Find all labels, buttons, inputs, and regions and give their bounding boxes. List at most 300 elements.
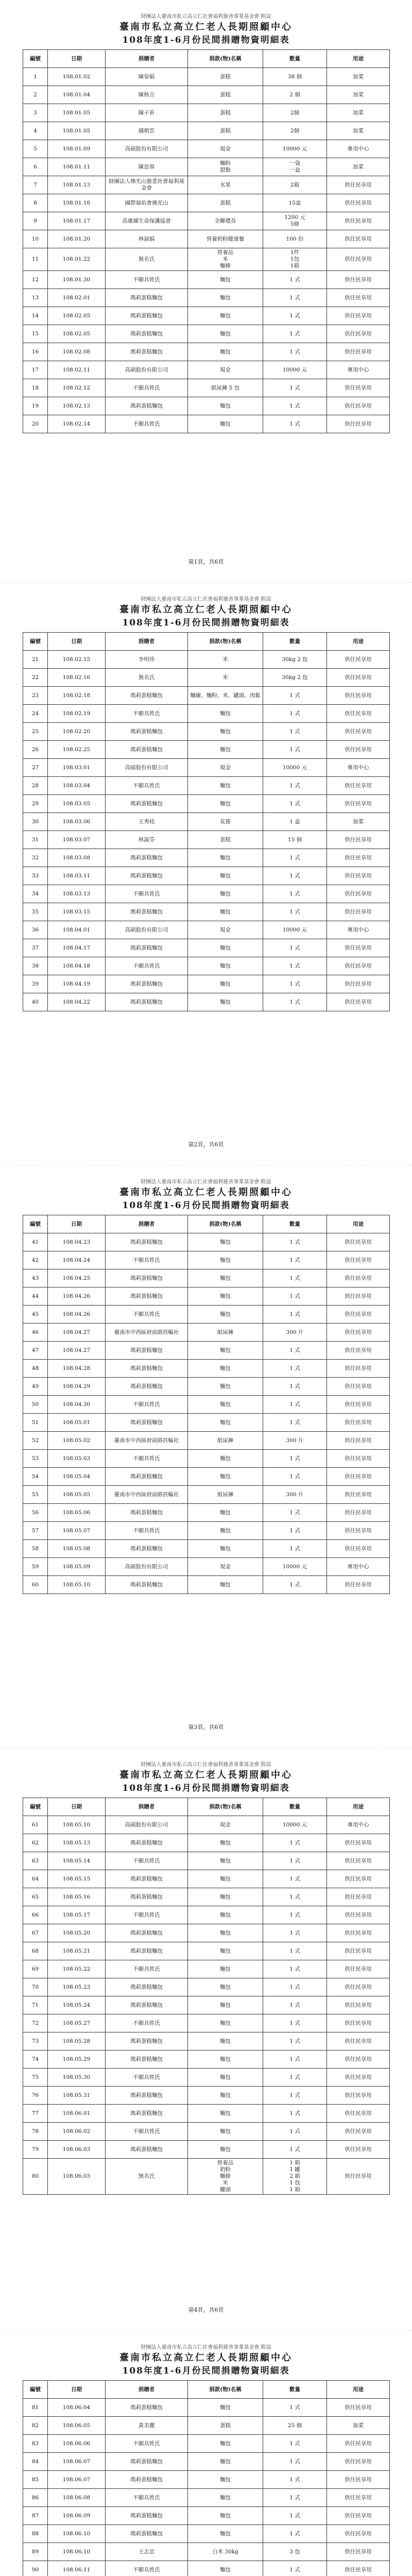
table-row — [23, 993, 390, 1011]
cell-quantity: 1 式 — [263, 1852, 327, 1870]
cell-item: 麵包 — [188, 867, 263, 885]
cell-donor: 瑪莉蛋糕麵包 — [106, 1342, 188, 1360]
cell-date: 108.06.06 — [48, 2435, 106, 2453]
cell-donor: 陳思蓉 — [106, 158, 188, 176]
table-row — [23, 957, 390, 975]
cell-purpose: 供住民享用 — [327, 307, 390, 325]
table-row — [23, 2014, 390, 2032]
cell-number: 35 — [23, 903, 48, 921]
cell-purpose: 供住民享用 — [327, 2525, 390, 2543]
cell-date: 108.05.14 — [48, 1852, 106, 1870]
cell-date: 108.02.20 — [48, 723, 106, 741]
table-row — [23, 1852, 390, 1870]
cell-number: 71 — [23, 1996, 48, 2014]
cell-donor: 瑪莉蛋糕麵包 — [106, 687, 188, 705]
cell-purpose: 供住民享用 — [327, 379, 390, 397]
cell-purpose: 供住民享用 — [327, 194, 390, 212]
cell-quantity: 300 片 — [263, 1432, 327, 1450]
cell-donor: 瑪莉蛋糕麵包 — [106, 1468, 188, 1486]
cell-quantity: 1200 元 5條 — [263, 212, 327, 230]
cell-donor: 臺南市中西區府前路扶輪社 — [106, 1324, 188, 1342]
cell-quantity: 2個 — [263, 122, 327, 140]
cell-donor: 瑪莉蛋糕麵包 — [106, 1888, 188, 1906]
cell-number: 40 — [23, 993, 48, 1011]
cell-number: 43 — [23, 1269, 48, 1287]
cell-item: 麵包 — [188, 1378, 263, 1396]
cell-item: 麵包 — [188, 325, 263, 343]
cell-quantity: 1 式 — [263, 993, 327, 1011]
cell-date: 108.05.27 — [48, 2014, 106, 2032]
cell-donor: 瑪莉蛋糕麵包 — [106, 2507, 188, 2525]
cell-quantity: 1件 1包 1箱 — [263, 248, 327, 271]
cell-quantity: 1 式 — [263, 1360, 327, 1378]
cell-number: 82 — [23, 2417, 48, 2435]
cell-number: 62 — [23, 1834, 48, 1852]
foundation-name: 財團法人臺南市私立高立仁社會福利慈善事業基金會 附設 — [141, 14, 271, 20]
table-row — [23, 1324, 390, 1342]
cell-purpose: 供住民享用 — [327, 2489, 390, 2507]
cell-quantity: 1 箱 1 罐 2 箱 1 包 1 箱 — [263, 2159, 327, 2195]
table-row — [23, 194, 390, 212]
report-title: 108年度1-6月份民間捐贈物資明細表 — [122, 1200, 290, 1211]
cell-date: 108.04.27 — [48, 1342, 106, 1360]
cell-number: 67 — [23, 1924, 48, 1942]
cell-purpose: 供住民享用 — [327, 903, 390, 921]
table-row — [23, 2069, 390, 2087]
table-row — [23, 1924, 390, 1942]
cell-purpose: 供住民享用 — [327, 1342, 390, 1360]
table-row — [23, 1233, 390, 1251]
cell-purpose: 專用中心 — [327, 1816, 390, 1834]
cell-item: 現金 — [188, 759, 263, 777]
cell-quantity: 1 式 — [263, 1306, 327, 1324]
table-row — [23, 867, 390, 885]
table-row — [23, 325, 390, 343]
cell-purpose: 供住民享用 — [327, 212, 390, 230]
cell-number: 80 — [23, 2159, 48, 2195]
cell-quantity: 30kg 2 包 — [263, 651, 327, 669]
cell-quantity: 1 式 — [263, 1233, 327, 1251]
cell-date: 108.01.30 — [48, 271, 106, 289]
table-row — [23, 1960, 390, 1978]
cell-number: 59 — [23, 1558, 48, 1576]
cell-purpose: 供住民享用 — [327, 1269, 390, 1287]
cell-purpose: 供住民享用 — [327, 2123, 390, 2141]
column-header-quantity: 數量 — [263, 633, 327, 651]
column-header-quantity: 數量 — [263, 2381, 327, 2399]
page-footer: 第3頁，共6頁 — [188, 1724, 224, 1731]
cell-item: 水果 — [188, 176, 263, 194]
table-row — [23, 1558, 390, 1576]
cell-quantity: 1 式 — [263, 1978, 327, 1996]
cell-item: 麵包 — [188, 1522, 263, 1540]
cell-donor: 瑪莉蛋糕麵包 — [106, 2087, 188, 2105]
cell-quantity: 1 式 — [263, 1996, 327, 2014]
cell-donor: 臺南市中西區府前路扶輪社 — [106, 1432, 188, 1450]
cell-donor: 瑪莉蛋糕麵包 — [106, 2399, 188, 2417]
cell-quantity: 100 份 — [263, 230, 327, 248]
table-row — [23, 122, 390, 140]
cell-number: 47 — [23, 1342, 48, 1360]
cell-donor: 瑪莉蛋糕麵包 — [106, 289, 188, 307]
cell-quantity: 300 片 — [263, 1324, 327, 1342]
cell-number: 79 — [23, 2141, 48, 2159]
cell-purpose: 供住民享用 — [327, 867, 390, 885]
cell-date: 108.05.30 — [48, 2069, 106, 2087]
cell-donor: 李明珍 — [106, 651, 188, 669]
cell-donor: 瑪莉蛋糕麵包 — [106, 1233, 188, 1251]
cell-date: 108.06.08 — [48, 2489, 106, 2507]
document-page — [0, 2331, 412, 2576]
cell-item: 麵包 — [188, 2561, 263, 2576]
cell-item: 麵包 — [188, 885, 263, 903]
cell-donor: 瑪莉蛋糕麵包 — [106, 307, 188, 325]
cell-quantity: 1 式 — [263, 849, 327, 867]
cell-item: 蛋糕 — [188, 2417, 263, 2435]
cell-purpose: 供住民享用 — [327, 2435, 390, 2453]
page-footer: 第2頁，共6頁 — [188, 1141, 224, 1148]
table-row — [23, 1269, 390, 1287]
report-title: 108年度1-6月份民間捐贈物資明細表 — [122, 35, 290, 45]
cell-purpose: 供住民享用 — [327, 1906, 390, 1924]
cell-donor: 瑪莉蛋糕麵包 — [106, 1978, 188, 1996]
cell-purpose: 供住民享用 — [327, 1504, 390, 1522]
cell-number: 2 — [23, 86, 48, 104]
cell-quantity: 2個 — [263, 104, 327, 122]
cell-quantity: 1 式 — [263, 307, 327, 325]
cell-donor: 陳秋吉 — [106, 86, 188, 104]
table-row — [23, 248, 390, 271]
cell-date: 108.01.05 — [48, 104, 106, 122]
cell-quantity: 1 式 — [263, 379, 327, 397]
cell-number: 9 — [23, 212, 48, 230]
cell-donor: 陳子祈 — [106, 104, 188, 122]
cell-donor: 瑪莉蛋糕麵包 — [106, 723, 188, 741]
donation-table — [23, 1798, 390, 2195]
cell-quantity: 1 式 — [263, 2105, 327, 2123]
document-page — [0, 1165, 412, 1748]
cell-quantity: 1 式 — [263, 1870, 327, 1888]
column-header-donor: 捐贈者 — [106, 2381, 188, 2399]
cell-quantity: 1 式 — [263, 2561, 327, 2576]
cell-number: 88 — [23, 2525, 48, 2543]
cell-donor: 黃美麗 — [106, 2417, 188, 2435]
cell-purpose: 供住民享用 — [327, 1522, 390, 1540]
cell-purpose: 供住民享用 — [327, 325, 390, 343]
table-row — [23, 2050, 390, 2069]
cell-donor: 瑪莉蛋糕麵包 — [106, 1540, 188, 1558]
cell-donor: 瑪莉蛋糕麵包 — [106, 2032, 188, 2050]
cell-item: 全聯禮券 — [188, 212, 263, 230]
cell-item: 蛋糕 — [188, 104, 263, 122]
cell-number: 34 — [23, 885, 48, 903]
cell-donor: 不願具姓氏 — [106, 777, 188, 795]
cell-purpose: 供住民享用 — [327, 723, 390, 741]
cell-quantity: 1 式 — [263, 1924, 327, 1942]
table-row — [23, 2399, 390, 2417]
cell-date: 108.05.07 — [48, 1522, 106, 1540]
cell-item: 麵包 — [188, 1888, 263, 1906]
cell-number: 69 — [23, 1960, 48, 1978]
cell-date: 108.02.13 — [48, 397, 106, 415]
cell-date: 108.04.01 — [48, 921, 106, 939]
cell-date: 108.03.01 — [48, 759, 106, 777]
column-header-quantity: 數量 — [263, 1798, 327, 1816]
table-row — [23, 1306, 390, 1324]
cell-quantity: 1 式 — [263, 705, 327, 723]
cell-purpose: 供住民享用 — [327, 1396, 390, 1414]
cell-item: 麵包 — [188, 1852, 263, 1870]
cell-date: 108.03.05 — [48, 795, 106, 813]
column-header-purpose: 用途 — [327, 1215, 390, 1233]
cell-date: 108.06.01 — [48, 2105, 106, 2123]
cell-date: 108.04.26 — [48, 1306, 106, 1324]
cell-date: 108.02.16 — [48, 669, 106, 687]
cell-date: 108.01.13 — [48, 176, 106, 194]
cell-donor: 瑪莉蛋糕麵包 — [106, 867, 188, 885]
table-row — [23, 415, 390, 433]
cell-donor: 瑪莉蛋糕麵包 — [106, 1996, 188, 2014]
cell-number: 68 — [23, 1942, 48, 1960]
cell-number: 87 — [23, 2507, 48, 2525]
cell-item: 紙尿褲 — [188, 1486, 263, 1504]
table-row — [23, 651, 390, 669]
table-row — [23, 885, 390, 903]
cell-number: 20 — [23, 415, 48, 433]
cell-donor: 不願具姓氏 — [106, 885, 188, 903]
cell-date: 108.01.04 — [48, 86, 106, 104]
cell-number: 33 — [23, 867, 48, 885]
column-header-item: 捐款(物)名稱 — [188, 50, 263, 68]
cell-item: 麵包 — [188, 1834, 263, 1852]
cell-number: 55 — [23, 1486, 48, 1504]
cell-donor: 不願具姓氏 — [106, 1450, 188, 1468]
table-header-row — [23, 633, 390, 651]
table-row — [23, 2159, 390, 2195]
cell-purpose: 供住民享用 — [327, 1834, 390, 1852]
cell-item: 麵包 — [188, 903, 263, 921]
cell-purpose: 供住民享用 — [327, 777, 390, 795]
cell-quantity: 1 式 — [263, 777, 327, 795]
cell-item: 麵包 — [188, 397, 263, 415]
cell-quantity: 1 式 — [263, 723, 327, 741]
cell-number: 83 — [23, 2435, 48, 2453]
cell-number: 63 — [23, 1852, 48, 1870]
table-row — [23, 1251, 390, 1269]
table-row — [23, 2561, 390, 2576]
donation-table — [23, 2380, 390, 2576]
table-row — [23, 939, 390, 957]
cell-item: 營養品 奶粉 麵條 米 罐頭 — [188, 2159, 263, 2195]
cell-item: 麵包 — [188, 1414, 263, 1432]
table-row — [23, 1906, 390, 1924]
table-row — [23, 1396, 390, 1414]
cell-purpose: 專用中心 — [327, 1558, 390, 1576]
cell-number: 85 — [23, 2471, 48, 2489]
cell-item: 麵包 — [188, 1576, 263, 1594]
cell-number: 72 — [23, 2014, 48, 2032]
table-row — [23, 1450, 390, 1468]
cell-purpose: 供住民享用 — [327, 1450, 390, 1468]
table-header-row — [23, 1215, 390, 1233]
cell-purpose: 供住民享用 — [327, 1468, 390, 1486]
page-header — [23, 1761, 389, 1794]
document-page — [0, 583, 412, 1165]
cell-purpose: 供住民享用 — [327, 2069, 390, 2087]
cell-donor: 不願具姓氏 — [106, 1852, 188, 1870]
table-row — [23, 831, 390, 849]
cell-number: 21 — [23, 651, 48, 669]
cell-date: 108.03.06 — [48, 813, 106, 831]
donation-table — [23, 1215, 390, 1594]
table-row — [23, 1287, 390, 1306]
cell-purpose: 供住民享用 — [327, 849, 390, 867]
cell-purpose: 供住民享用 — [327, 1888, 390, 1906]
cell-date: 108.03.15 — [48, 903, 106, 921]
table-row — [23, 289, 390, 307]
cell-item: 紙尿褲 5 包 — [188, 379, 263, 397]
table-row — [23, 1888, 390, 1906]
cell-date: 108.04.24 — [48, 1251, 106, 1269]
cell-number: 84 — [23, 2453, 48, 2471]
cell-quantity: 1 式 — [263, 2435, 327, 2453]
cell-item: 麵包 — [188, 1924, 263, 1942]
table-row — [23, 1378, 390, 1396]
cell-date: 108.06.03 — [48, 2141, 106, 2159]
cell-purpose: 供住民享用 — [327, 1432, 390, 1450]
cell-quantity: 300 片 — [263, 1486, 327, 1504]
cell-purpose: 加菜 — [327, 122, 390, 140]
cell-quantity: 1 式 — [263, 1269, 327, 1287]
cell-purpose: 供住民享用 — [327, 1324, 390, 1342]
cell-number: 29 — [23, 795, 48, 813]
cell-number: 31 — [23, 831, 48, 849]
cell-number: 66 — [23, 1906, 48, 1924]
cell-item: 麵包 — [188, 2014, 263, 2032]
cell-date: 108.05.08 — [48, 1540, 106, 1558]
cell-item: 營養品 米 麵條 — [188, 248, 263, 271]
cell-item: 麵包 — [188, 1360, 263, 1378]
cell-donor: 陳姿娟 — [106, 68, 188, 86]
cell-item: 麵包 — [188, 849, 263, 867]
page-header — [23, 596, 389, 629]
cell-item: 麵包 — [188, 1540, 263, 1558]
cell-donor: 不願具姓氏 — [106, 2069, 188, 2087]
cell-quantity: 1 式 — [263, 325, 327, 343]
cell-purpose: 供住民享用 — [327, 415, 390, 433]
cell-number: 10 — [23, 230, 48, 248]
cell-item: 麵包 — [188, 307, 263, 325]
cell-item: 麵粉 甜點 — [188, 158, 263, 176]
cell-date: 108.06.10 — [48, 2543, 106, 2561]
cell-donor: 瑪莉蛋糕麵包 — [106, 2525, 188, 2543]
cell-purpose: 供住民享用 — [327, 2399, 390, 2417]
cell-number: 89 — [23, 2543, 48, 2561]
cell-number: 57 — [23, 1522, 48, 1540]
cell-donor: 錢朝雲 — [106, 122, 188, 140]
cell-donor: 瑪莉蛋糕麵包 — [106, 1870, 188, 1888]
cell-date: 108.06.09 — [48, 2507, 106, 2525]
column-header-item: 捐款(物)名稱 — [188, 1215, 263, 1233]
cell-donor: 瑪莉蛋糕麵包 — [106, 939, 188, 957]
cell-purpose: 供住民享用 — [327, 1852, 390, 1870]
cell-item: 麵包 — [188, 723, 263, 741]
cell-number: 36 — [23, 921, 48, 939]
cell-purpose: 供住民享用 — [327, 993, 390, 1011]
cell-quantity: 1 式 — [263, 1540, 327, 1558]
report-title: 108年度1-6月份民間捐贈物資明細表 — [122, 2366, 290, 2376]
cell-number: 19 — [23, 397, 48, 415]
column-header-date: 日期 — [48, 2381, 106, 2399]
table-row — [23, 1486, 390, 1504]
cell-purpose: 供住民享用 — [327, 1306, 390, 1324]
cell-item: 現金 — [188, 140, 263, 158]
cell-number: 65 — [23, 1888, 48, 1906]
table-row — [23, 2435, 390, 2453]
cell-quantity: 1 式 — [263, 2050, 327, 2069]
cell-number: 8 — [23, 194, 48, 212]
column-header-donor: 捐贈者 — [106, 633, 188, 651]
cell-date: 108.02.11 — [48, 361, 106, 379]
cell-number: 13 — [23, 289, 48, 307]
cell-date: 108.06.03 — [48, 2159, 106, 2195]
table-row — [23, 212, 390, 230]
cell-quantity: 10000 元 — [263, 1558, 327, 1576]
table-row — [23, 2123, 390, 2141]
cell-date: 108.05.29 — [48, 2050, 106, 2069]
cell-number: 52 — [23, 1432, 48, 1450]
cell-donor: 瑪莉蛋糕麵包 — [106, 849, 188, 867]
cell-donor: 無名氏 — [106, 2159, 188, 2195]
cell-donor: 不願具姓氏 — [106, 2561, 188, 2576]
table-row — [23, 1468, 390, 1486]
cell-item: 麵包 — [188, 957, 263, 975]
cell-number: 46 — [23, 1324, 48, 1342]
cell-date: 108.05.01 — [48, 1414, 106, 1432]
cell-donor: 瑪莉蛋糕麵包 — [106, 1414, 188, 1432]
cell-item: 麵包 — [188, 993, 263, 1011]
report-title: 108年度1-6月份民間捐贈物資明細表 — [122, 618, 290, 628]
cell-item: 現金 — [188, 921, 263, 939]
column-header-purpose: 用途 — [327, 1798, 390, 1816]
table-row — [23, 2141, 390, 2159]
cell-donor: 王志忠 — [106, 2543, 188, 2561]
cell-purpose: 供住民享用 — [327, 1360, 390, 1378]
cell-date: 108.05.10 — [48, 1576, 106, 1594]
cell-purpose: 供住民享用 — [327, 2561, 390, 2576]
cell-item: 麵包 — [188, 2489, 263, 2507]
cell-date: 108.05.15 — [48, 1870, 106, 1888]
column-header-number: 編號 — [23, 1798, 48, 1816]
cell-date: 108.05.13 — [48, 1834, 106, 1852]
table-row — [23, 1816, 390, 1834]
cell-number: 39 — [23, 975, 48, 993]
cell-quantity: 1 盒 — [263, 813, 327, 831]
foundation-name: 財團法人臺南市私立高立仁社會福利慈善事業基金會 附設 — [141, 1762, 271, 1768]
cell-date: 108.05.06 — [48, 1504, 106, 1522]
cell-quantity: 1 式 — [263, 867, 327, 885]
cell-item: 麵包 — [188, 2435, 263, 2453]
cell-number: 60 — [23, 1576, 48, 1594]
cell-quantity: 1 式 — [263, 1378, 327, 1396]
cell-date: 108.02.18 — [48, 687, 106, 705]
cell-number: 58 — [23, 1540, 48, 1558]
cell-donor: 不願具姓氏 — [106, 1960, 188, 1978]
cell-purpose: 供住民享用 — [327, 975, 390, 993]
cell-quantity: 2 個 — [263, 86, 327, 104]
cell-number: 30 — [23, 813, 48, 831]
table-row — [23, 104, 390, 122]
